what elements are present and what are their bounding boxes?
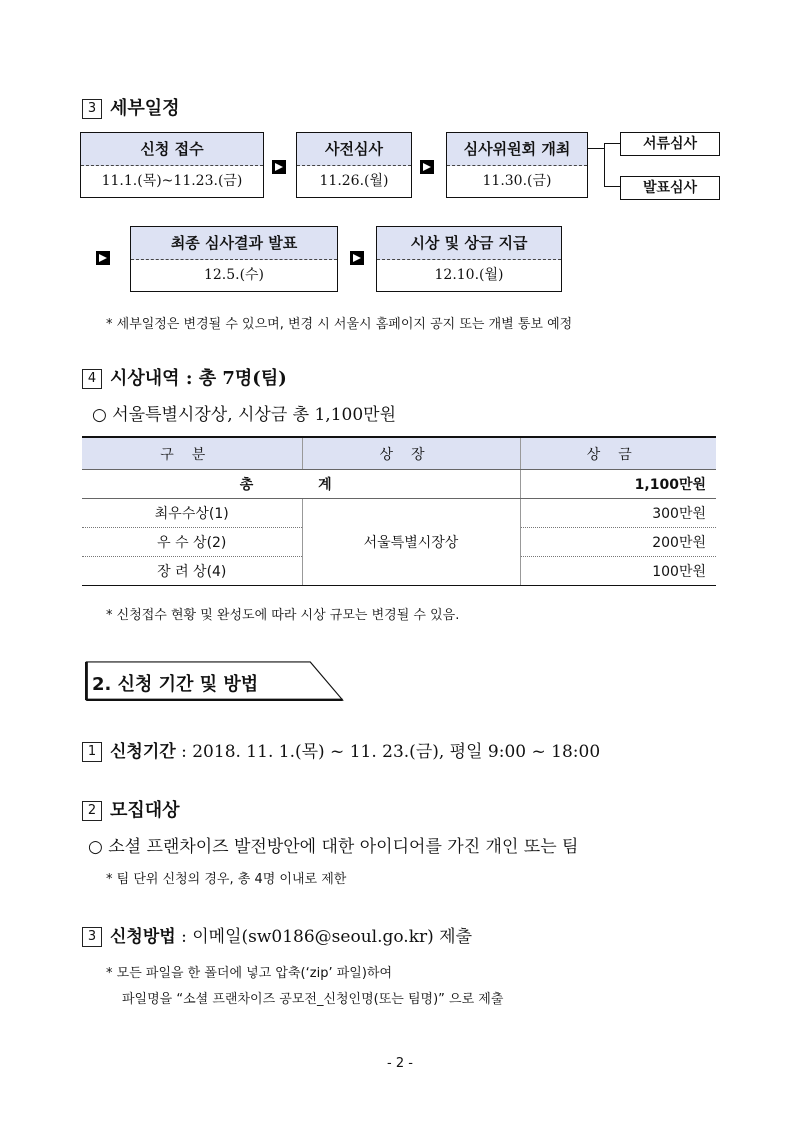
table-header: 상금: [520, 437, 716, 470]
table-row: [82, 499, 716, 528]
branch-connector: [588, 148, 604, 149]
section-number-box: 4: [82, 369, 102, 389]
target-note: * 팀 단위 신청의 경우, 총 4명 이내로 제한: [106, 872, 347, 887]
target-bullet: ○ 소셜 프랜차이즈 발전방안에 대한 아이디어를 가진 개인 또는 팀: [88, 837, 579, 857]
table-total-row: [82, 470, 716, 499]
step-award-title: 시상 및 상금 지급: [377, 227, 561, 260]
award-heading: [82, 364, 287, 390]
step-apply-date: 11.1.(목)~11.23.(금): [101, 173, 243, 189]
arrow-right-icon: [350, 251, 364, 265]
award-amount: 300만원: [520, 499, 716, 528]
schedule-heading: [82, 94, 180, 120]
apply-method: [82, 922, 472, 947]
schedule-heading-text: 세부일정: [110, 98, 180, 119]
step-pre-review-date: 11.26.(월): [319, 173, 389, 189]
step-final-result: [130, 226, 338, 292]
arrow-right-icon: [420, 160, 434, 174]
method-note-1: * 모든 파일을 한 폴더에 넣고 압축(‘zip’ 파일)하여: [106, 966, 393, 981]
arrow-right-icon: [96, 251, 110, 265]
award-label: 장 려 상(4): [82, 557, 302, 586]
section-number-box: 3: [82, 99, 102, 119]
page-number: - 2 -: [387, 1056, 413, 1071]
section-number-box: 3: [82, 927, 102, 947]
table-header-row: [82, 437, 716, 470]
step-award-date: 12.10.(월): [434, 267, 504, 283]
award-summary: ○ 서울특별시장상, 시상금 총 1,100만원: [92, 405, 397, 425]
award-label: 최우수상(1): [82, 499, 302, 528]
method-note-2: 파일명을 “소셜 프랜차이즈 공모전_신청인명(또는 팀명)” 으로 제출: [122, 992, 504, 1007]
table-header: 구분: [82, 437, 302, 470]
apply-method-label: 신청방법: [110, 927, 176, 947]
apply-period-label: 신청기간: [110, 742, 176, 762]
award-heading-text: 시상내역 : 총 7명(팀): [110, 368, 287, 389]
award-amount: 100만원: [520, 557, 716, 586]
step-committee-date: 11.30.(금): [482, 173, 552, 189]
step-pre-review: [296, 132, 412, 198]
schedule-note: * 세부일정은 변경될 수 있으며, 변경 시 서울시 홈페이지 공지 또는 개별 통보 예정: [106, 317, 573, 332]
award-amount: 200만원: [520, 528, 716, 557]
section-title: 2. 신청 기간 및 방법: [92, 674, 259, 695]
arrow-right-icon: [272, 160, 286, 174]
doc-review-box: 서류심사: [620, 132, 720, 156]
step-pre-review-title: 사전심사: [297, 133, 411, 166]
award-table: [82, 436, 716, 586]
step-award: [376, 226, 562, 292]
total-value: 1,100만원: [520, 470, 716, 499]
step-apply-title: 신청 접수: [81, 133, 263, 166]
section-number-box: 1: [82, 742, 102, 762]
section-number-box: 2: [82, 801, 102, 821]
table-note: * 신청접수 현황 및 완성도에 따라 시상 규모는 변경될 수 있음.: [106, 608, 460, 623]
total-label: 총 계: [82, 470, 520, 499]
apply-period: [82, 737, 600, 762]
step-final-result-title: 최종 심사결과 발표: [131, 227, 337, 260]
target-heading: [82, 796, 180, 822]
award-label: 우 수 상(2): [82, 528, 302, 557]
apply-method-text: : 이메일(sw0186@seoul.go.kr) 제출: [181, 927, 473, 947]
prize-name: 서울특별시장상: [302, 499, 520, 586]
target-heading-text: 모집대상: [110, 800, 180, 821]
apply-period-text: : 2018. 11. 1.(목) ~ 11. 23.(금), 평일 9:00 ~ 18:00: [181, 742, 601, 762]
table-header: 상장: [302, 437, 520, 470]
step-committee: [446, 132, 588, 198]
presentation-review-box: 발표심사: [620, 176, 720, 200]
step-final-result-date: 12.5.(수): [203, 267, 265, 283]
step-committee-title: 심사위원회 개최: [447, 133, 587, 166]
step-apply: [80, 132, 264, 198]
